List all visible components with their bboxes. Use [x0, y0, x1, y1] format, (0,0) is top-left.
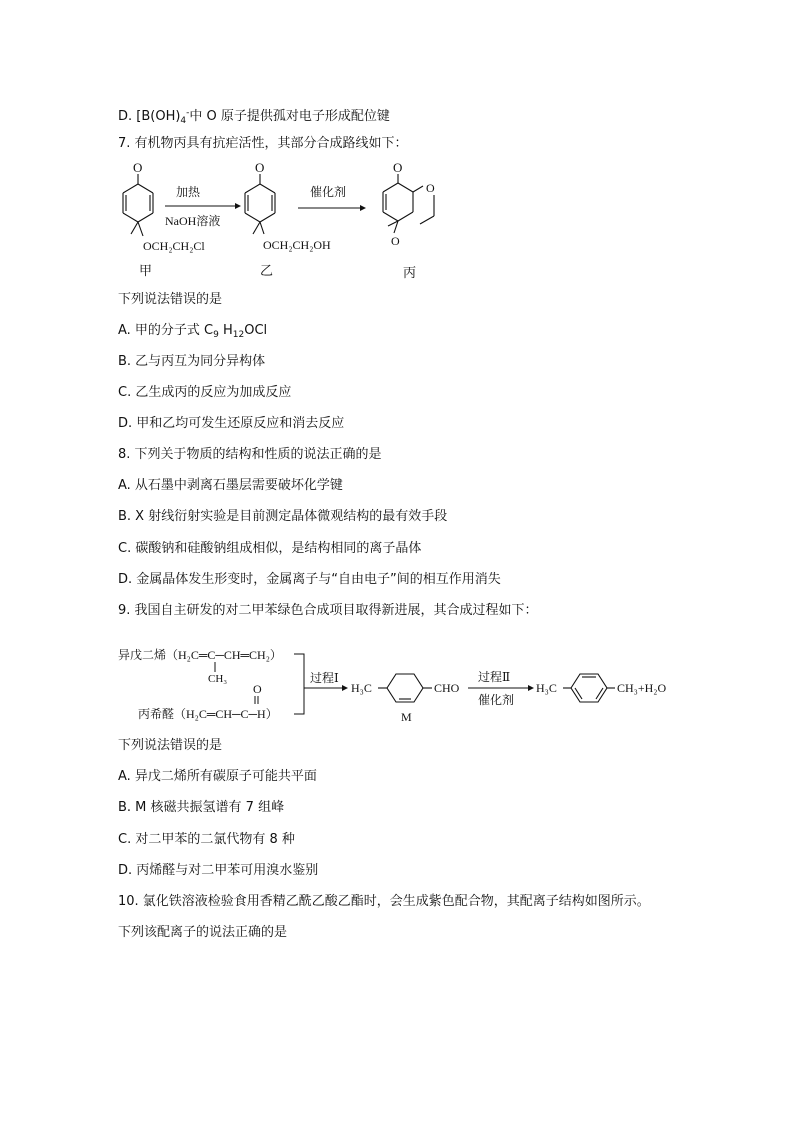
arrow2-head-icon	[360, 205, 366, 211]
q8-option-b: B. X 射线衍射实验是目前测定晶体微观结构的最有效手段	[118, 509, 448, 524]
p-xylene-ring	[563, 674, 615, 702]
q9-option-b: B. M 核磁共振氢谱有 7 组峰	[118, 800, 285, 815]
q9-stem: 9. 我国自主研发的对二甲苯绿色合成项目取得新进展，其合成过程如下：	[118, 603, 538, 618]
q9-prompt: 下列说法错误的是	[118, 738, 223, 753]
q9-option-d: D. 丙烯醛与对二甲苯可用溴水鉴别	[118, 863, 319, 878]
label-jia: 甲	[139, 263, 153, 278]
m-h3c: H₃C	[351, 681, 372, 695]
q9-scheme	[116, 632, 706, 732]
process1-head-icon	[342, 685, 348, 691]
bing-o-carbonyl: O	[393, 160, 403, 175]
arrow2-top: 催化剂	[310, 185, 347, 199]
q8-stem: 8. 下列关于物质的结构和性质的说法正确的是	[118, 447, 382, 462]
q8-option-c: C. 碳酸钠和硅酸钠组成相似，是结构相同的离子晶体	[118, 541, 422, 556]
yi-substituent: OCH₂CH₂OH	[263, 238, 331, 252]
q8-option-d: D. 金属晶体发生形变时，金属离子与“自由电子”间的相互作用消失	[118, 572, 501, 587]
product-h3c: H₃C	[536, 681, 557, 695]
product-rest: CH₃+H₂O	[617, 681, 667, 695]
label-bing: 丙	[403, 265, 417, 280]
isoprene-label: 异戊二烯（H₂C═C─CH═CH₂）	[118, 648, 282, 662]
q7-prompt: 下列说法错误的是	[118, 292, 223, 307]
q7-option-b: B. 乙与丙互为同分异构体	[118, 354, 266, 369]
q8-option-a: A. 从石墨中剥离石墨层需要破坏化学键	[118, 478, 343, 493]
q7-stem: 7. 有机物丙具有抗疟活性，其部分合成路线如下：	[118, 136, 408, 151]
q7-a-prefix: A. 甲的分子式 C	[118, 323, 214, 338]
acrolein-label: 丙希醛（H₂C═CH─C─H）	[138, 707, 278, 721]
compound-yi	[245, 174, 275, 234]
q7-a-rest: OCl	[244, 323, 268, 338]
process1-label: 过程Ⅰ	[310, 671, 339, 685]
q7-scheme	[110, 158, 450, 283]
q6-d-prefix: D. [B(OH)	[118, 109, 181, 124]
q10-prompt: 下列该配离子的说法正确的是	[118, 925, 288, 940]
jia-o: O	[133, 160, 143, 175]
m-cho: CHO	[434, 681, 460, 695]
q7-a-sub1: 9	[213, 330, 219, 340]
q7-option-d: D. 甲和乙均可发生还原反应和消去反应	[118, 416, 345, 431]
q7-a-mid: H	[218, 323, 233, 338]
compound-jia	[123, 174, 153, 236]
m-label: M	[401, 710, 412, 724]
bing-o-ring1: O	[426, 181, 435, 195]
reactant-bracket	[294, 654, 304, 714]
q9-option-a: A. 异戊二烯所有碳原子可能共平面	[118, 769, 317, 784]
process2-label: 过程Ⅱ	[478, 670, 511, 684]
bing-o-ring2: O	[391, 234, 400, 248]
arrow1-bottom: NaOH溶液	[165, 214, 221, 228]
jia-substituent: OCH₂CH₂Cl	[143, 239, 205, 253]
arrow1-head-icon	[235, 203, 241, 209]
q6-option-d	[118, 104, 390, 130]
q9-option-c: C. 对二甲苯的二氯代物有 8 种	[118, 832, 295, 847]
q6-d-rest: 中 O 原子提供孤对电子形成配位键	[189, 109, 390, 124]
q6-d-sub: 4	[180, 116, 187, 126]
q10-stem: 10. 氯化铁溶液检验食用香精乙酰乙酸乙酯时，会生成紫色配合物，其配离子结构如图所示。	[118, 894, 650, 909]
q7-option-a	[118, 322, 267, 344]
acrolein-o: O	[253, 682, 262, 696]
yi-o: O	[255, 160, 265, 175]
q6-d-sup: -	[186, 108, 190, 118]
q7-option-c: C. 乙生成丙的反应为加成反应	[118, 385, 292, 400]
compound-m-ring	[378, 674, 432, 702]
process2-head-icon	[528, 685, 534, 691]
arrow1-top: 加热	[176, 185, 201, 199]
isoprene-methyl: CH₃	[208, 673, 228, 685]
label-yi: 乙	[260, 263, 274, 278]
q7-a-sub2: 12	[232, 330, 245, 340]
process2-catalyst: 催化剂	[478, 693, 515, 707]
